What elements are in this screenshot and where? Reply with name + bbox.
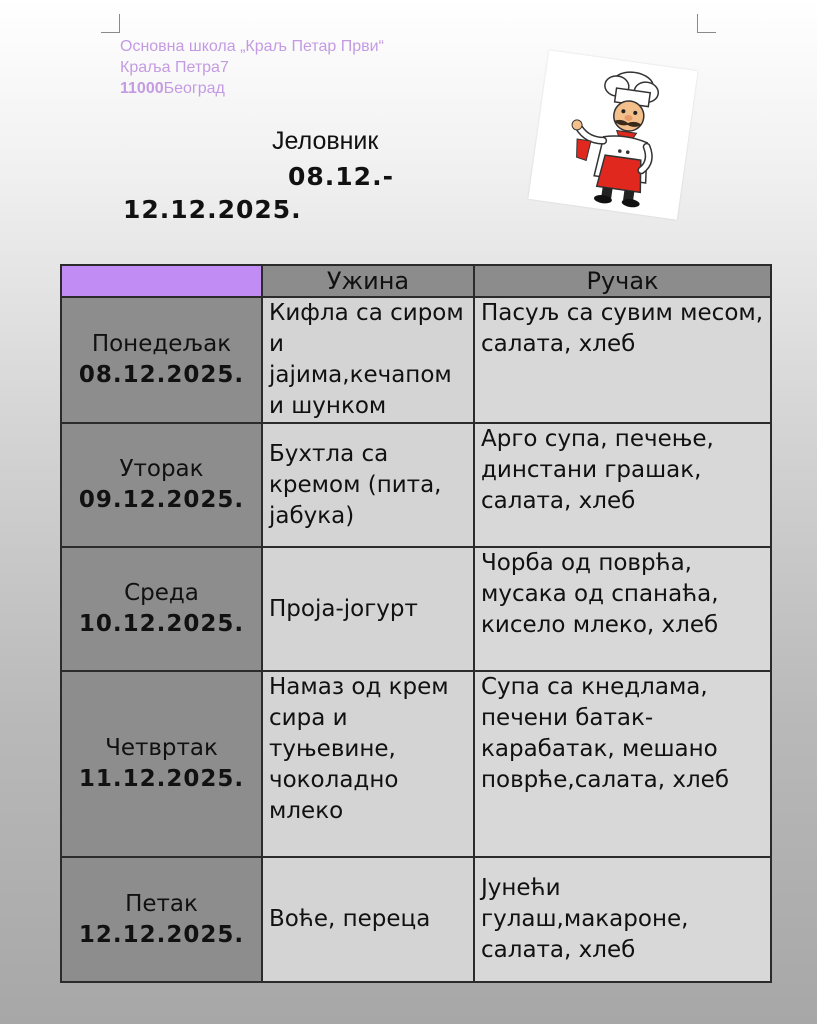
day-name: Уторак	[119, 456, 204, 482]
table-row	[61, 423, 771, 547]
day-cell	[61, 547, 262, 671]
table-row	[61, 857, 771, 982]
day-date: 12.12.2025.	[78, 921, 245, 948]
postal-code: 11000	[120, 80, 164, 97]
rucak-cell: Пасуљ са сувим месом, салата, хлеб	[474, 297, 771, 423]
day-cell	[61, 671, 262, 857]
day-date: 10.12.2025.	[78, 611, 245, 637]
menu-date-start: 08.12.-	[288, 162, 394, 191]
day-date: 09.12.2025.	[78, 487, 245, 513]
day-name: Петак	[125, 890, 198, 917]
day-name: Понедељак	[91, 331, 232, 357]
day-cell	[61, 857, 262, 982]
school-street: Краља Петра7	[120, 59, 229, 76]
day-name: Четвртак	[105, 735, 218, 761]
school-name: Основна школа „Краљ Петар Први“	[120, 38, 384, 55]
header-rucak: Ручак	[474, 265, 771, 297]
school-address	[120, 36, 384, 99]
menu-title: Јеловник	[272, 127, 379, 155]
table-row	[61, 297, 771, 423]
uzina-cell: Воће, переца	[262, 857, 474, 982]
uzina-cell: Проја-јогурт	[262, 547, 474, 671]
menu-date-end: 12.12.2025.	[123, 195, 302, 224]
city-name: Београд	[163, 80, 225, 97]
table-header-row	[61, 265, 771, 297]
chef-icon	[528, 50, 697, 219]
crop-mark-top-right	[697, 14, 716, 33]
rucak-cell: Арго супа, печење, динстани грашак, салата, хлеб	[474, 423, 771, 547]
table-row	[61, 547, 771, 671]
day-date: 11.12.2025.	[78, 766, 245, 792]
day-cell	[61, 423, 262, 547]
school-city	[120, 78, 384, 99]
uzina-cell: Кифла са сиром и јајима,кечапом и шунком	[262, 297, 474, 423]
rucak-cell: Супа са кнедлама, печени батак-карабатак, мешано поврће,салата, хлеб	[474, 671, 771, 857]
menu-table	[60, 264, 772, 983]
crop-mark-top-left	[101, 14, 120, 33]
rucak-cell: Јунећи гулаш,макароне, салата, хлеб	[474, 857, 771, 982]
table-row	[61, 671, 771, 857]
header-uzina: Ужина	[262, 265, 474, 297]
day-name: Среда	[124, 580, 199, 606]
uzina-cell: Бухтла са кремом (пита, јабука)	[262, 423, 474, 547]
rucak-cell: Чорба од поврћа, мусака од спанаћа, кисело млеко, хлеб	[474, 547, 771, 671]
day-cell	[61, 297, 262, 423]
header-corner	[61, 265, 262, 297]
uzina-cell: Намаз од крем сира и туњевине, чоколадно млеко	[262, 671, 474, 857]
day-date: 08.12.2025.	[78, 362, 245, 388]
